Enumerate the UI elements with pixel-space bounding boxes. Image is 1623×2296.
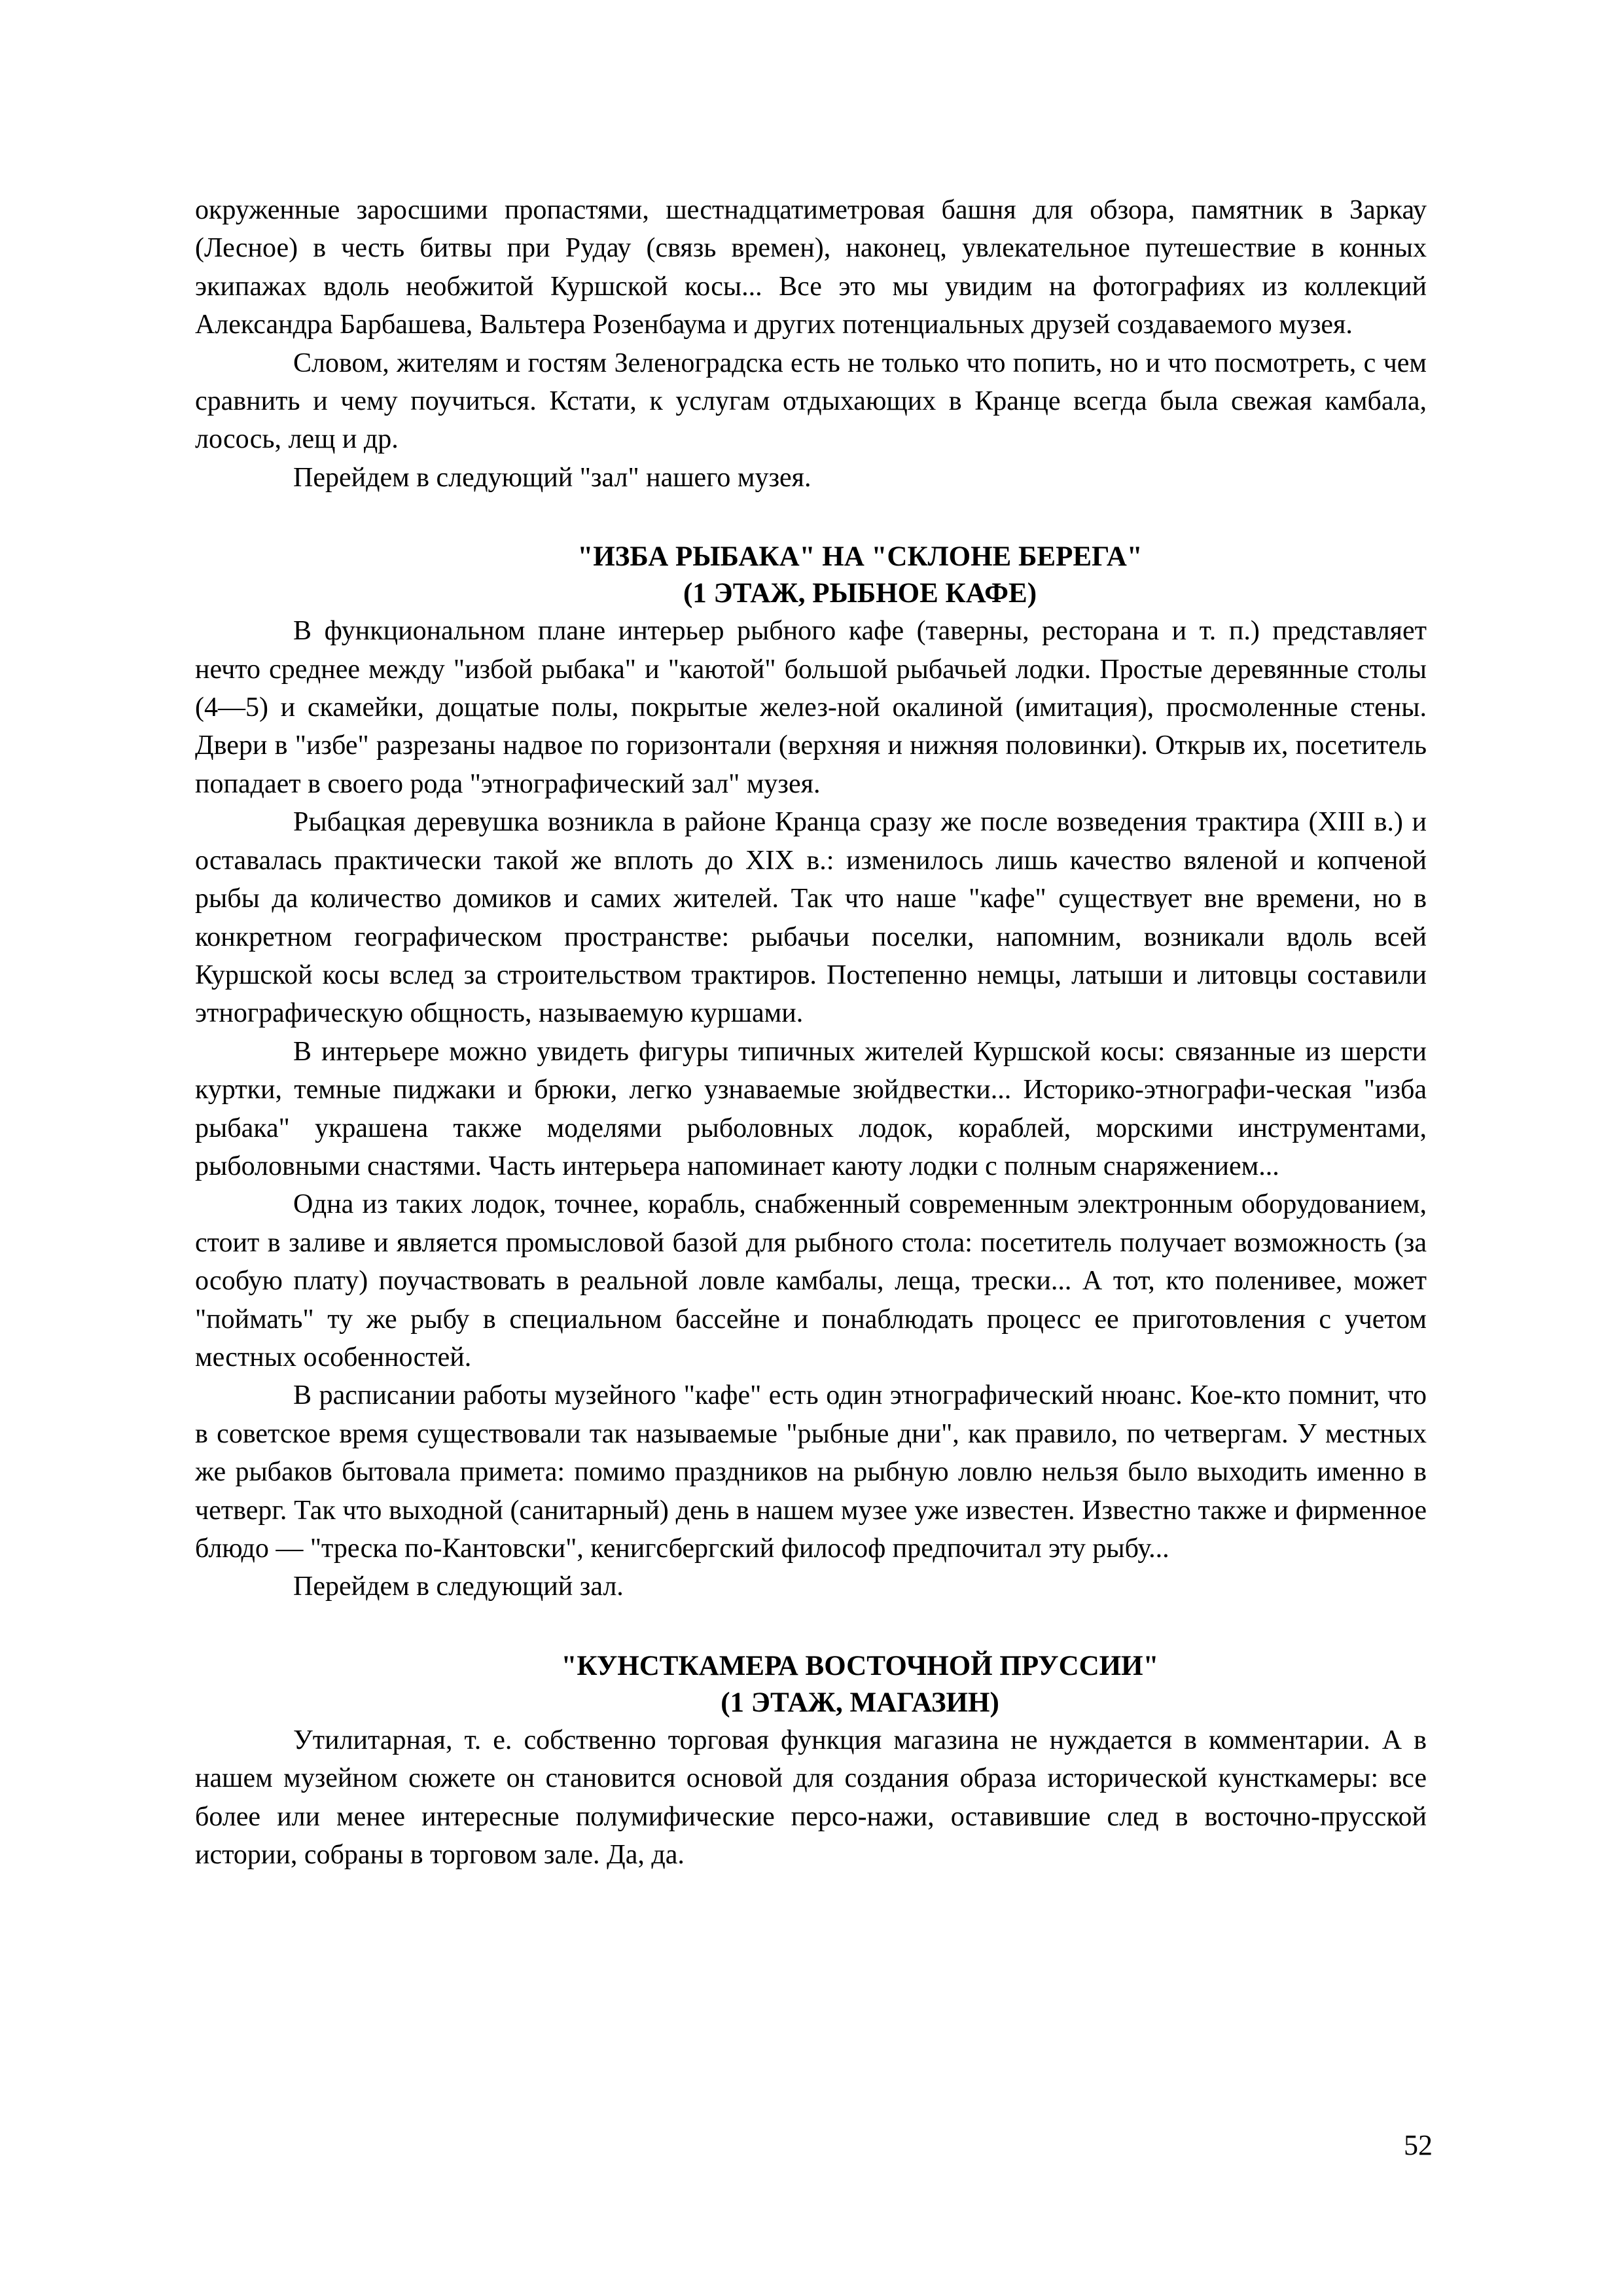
paragraph-next-hall: Перейдем в следующий "зал" нашего музея. xyxy=(293,462,812,493)
paragraph-next-hall-2: Перейдем в следующий зал. xyxy=(293,1571,624,1602)
section-subheading-shop: (1 ЭТАЖ, МАГАЗИН) xyxy=(721,1687,999,1718)
section-heading-fisherman-hut: "ИЗБА РЫБАКА" НА "СКЛОНЕ БЕРЕГА" xyxy=(577,541,1143,573)
section-heading-kunstkamera: "КУНСТКАМЕРА ВОСТОЧНОЙ ПРУССИИ" xyxy=(561,1650,1159,1681)
paragraph-fishing-boat: Одна из таких лодок, точнее, корабль, снабженный современным электронным оборудованием, стоит в заливе и является промысловой базой для рыбного стола: посетитель получает возможность (за особую плату) поучаствовать в реальной ловле камбалы, леща, трески... А тот, кто поленивее, может "поймать" ту же рыбу в специальном бассейне и понаблюдать процесс ее приготовления с учетом местных особенностей. xyxy=(195,1189,1427,1372)
paragraph-intro-continuation: окруженные заросшими пропастями, шестнадцатиметровая башня для обзора, памятник в Заркау (Лесное) в честь битвы при Рудау (связь времен), наконец, увлекательное путешествие в конных экипажах вдоль необжитой Куршской косы... Все это мы увидим на фотографиях из коллекций Александра Барбашева, Вальтера Розенбаума и других потенциальных друзей создаваемого музея. xyxy=(195,195,1427,340)
paragraph-zelenogradsk: Словом, жителям и гостям Зеленоградска есть не только что попить, но и что посмотреть, с чем сравнить и чему поучиться. Кстати, к услугам отдыхающих в Кранце всегда была свежая камбала, лосось, лещ и др. xyxy=(195,348,1427,455)
paragraph-cafe-schedule: В расписании работы музейного "кафе" есть один этнографический нюанс. Кое-кто помнит, что в советское время существовали так называемые "рыбные дни", как правило, по четвергам. У местных же рыбаков бытовала примета: помимо праздников на рыбную ловлю нельзя было выходить именно в четверг. Так что выходной (санитарный) день в нашем музее уже известен. Известно также и фирменное блюдо — "треска по-Кантовски", кенигсбергский философ предпочитал эту рыбу... xyxy=(195,1380,1427,1564)
page-number: 52 xyxy=(1404,2129,1433,2161)
paragraph-fishing-village: Рыбацкая деревушка возникла в районе Кранца сразу же после возведения трактира (XIII в.) и оставалась практически такой же вплоть до XIX в.: изменилось лишь качество вяленой и копченой рыбы да количество домиков и самих жителей. Так что наше "кафе" существует вне времени, но в конкретном географическом пространстве: рыбачьи поселки, напомним, возникали вдоль всей Куршской косы вслед за строительством трактиров. Постепенно немцы, латыши и литовцы составили этнографическую общность, называемую куршами. xyxy=(195,807,1427,1029)
paragraph-shop-function: Утилитарная, т. е. собственно торговая функция магазина не нуждается в комментарии. А в нашем музейном сюжете он становится основой для создания образа исторической кунсткамеры: все более или менее интересные полумифические персо-нажи, оставившие след в восточно-прусской истории, собраны в торговом зале. Да, да. xyxy=(195,1725,1427,1871)
paragraph-cafe-interior: В функциональном плане интерьер рыбного кафе (таверны, ресторана и т. п.) представляет нечто среднее между "избой рыбака" и "каютой" большой рыбачьей лодки. Простые деревянные столы (4—5) и скамейки, дощатые полы, покрытые желез-ной окалиной (имитация), просмоленные стены. Двери в "избе" разрезаны надвое по горизонтали (верхняя и нижняя половинки). Открыв их, посетитель попадает в своего рода "этнографический зал" музея. xyxy=(195,616,1427,799)
section-subheading-fish-cafe: (1 ЭТАЖ, РЫБНОЕ КАФЕ) xyxy=(683,578,1037,609)
document-body xyxy=(195,191,1427,1874)
paragraph-interior-figures: В интерьере можно увидеть фигуры типичных жителей Куршской косы: связанные из шерсти куртки, темные пиджаки и брюки, легко узнаваемые зюйдвестки... Историко-этнографи-ческая "изба рыбака" украшена также моделями рыболовных лодок, кораблей, морскими инструментами, рыболовными снастями. Часть интерьера напоминает каюту лодки с полным снаряжением... xyxy=(195,1036,1427,1181)
